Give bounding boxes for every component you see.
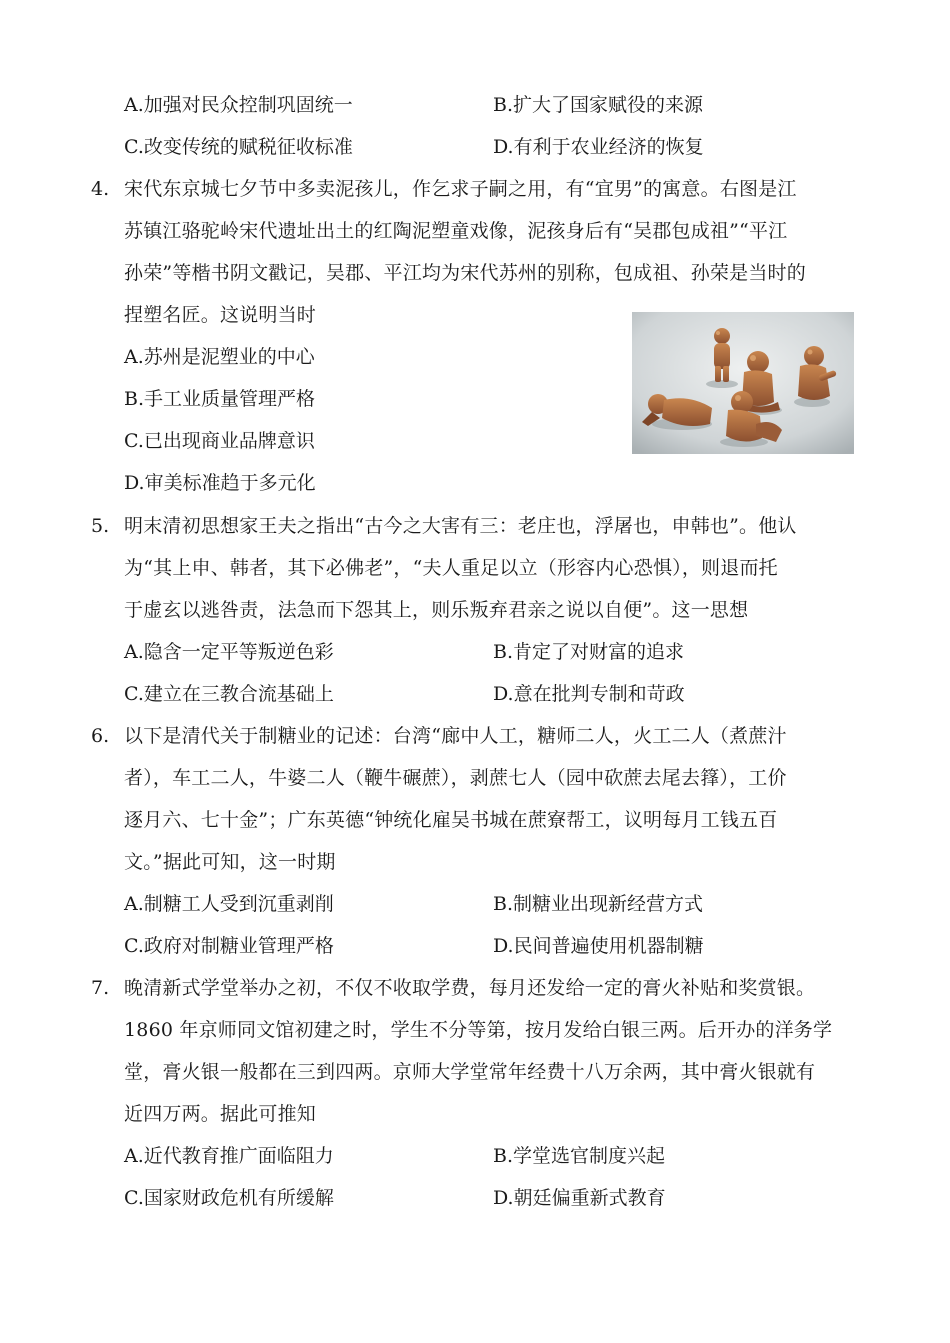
q4-option-c: C.已出现商业品牌意识 xyxy=(124,430,315,452)
q4-stem-line-1: 宋代东京城七夕节中多卖泥孩儿，作乞求子嗣之用，有“宜男”的寓意。右图是江 xyxy=(124,178,797,200)
q7-option-c: C.国家财政危机有所缓解 xyxy=(124,1187,334,1209)
q4-number: 4. xyxy=(91,178,110,200)
q5-option-a: A.隐含一定平等叛逆色彩 xyxy=(124,641,334,663)
q7-number: 7. xyxy=(91,977,110,999)
q5-stem-line-1: 明末清初思想家王夫之指出“古今之大害有三：老庄也，浮屠也，申韩也”。他认 xyxy=(124,515,797,537)
q7-stem-line-2: 1860 年京师同文馆初建之时，学生不分等第，按月发给白银三两。后开办的洋务学 xyxy=(124,1019,833,1041)
q6-option-b: B.制糖业出现新经营方式 xyxy=(493,893,704,915)
q6-number: 6. xyxy=(91,725,110,747)
q4-stem-line-3: 孙荣”等楷书阴文戳记，吴郡、平江均为宋代苏州的别称，包成祖、孙荣是当时的 xyxy=(124,262,806,284)
q3-option-b: B.扩大了国家赋役的来源 xyxy=(493,94,704,116)
q5-option-c: C.建立在三教合流基础上 xyxy=(124,683,334,705)
q4-stem-line-4: 捏塑名匠。这说明当时 xyxy=(124,304,317,326)
clay-figurines-photo xyxy=(632,312,854,454)
q7-stem-line-4: 近四万两。据此可推知 xyxy=(124,1103,317,1125)
q7-stem-line-3: 堂，膏火银一般都在三到四两。京师大学堂常年经费十八万余两，其中膏火银就有 xyxy=(124,1061,816,1083)
q6-option-d: D.民间普遍使用机器制糖 xyxy=(493,935,704,957)
q5-option-b: B.肯定了对财富的追求 xyxy=(493,641,685,663)
q7-stem-line-1: 晚清新式学堂举办之初，不仅不收取学费，每月还发给一定的膏火补贴和奖赏银。 xyxy=(124,977,816,999)
q5-stem-line-3: 于虚玄以逃咎责，法急而下怨其上，则乐叛弃君亲之说以自便”。这一思想 xyxy=(124,599,749,621)
q5-stem-line-2: 为“其上申、韩者，其下必佛老”，“夫人重足以立（形容内心恐惧），则退而托 xyxy=(124,557,778,579)
q7-option-a: A.近代教育推广面临阻力 xyxy=(124,1145,334,1167)
q6-option-c: C.政府对制糖业管理严格 xyxy=(124,935,334,957)
q6-stem-line-3: 逐月六、七十金”；广东英德“钟统化雇吴书城在蔗寮帮工，议明每月工钱五百 xyxy=(124,809,778,831)
q3-option-c: C.改变传统的赋税征收标准 xyxy=(124,136,353,158)
q7-option-d: D.朝廷偏重新式教育 xyxy=(493,1187,666,1209)
q3-option-a: A.加强对民众控制巩固统一 xyxy=(124,94,353,116)
q6-option-a: A.制糖工人受到沉重剥削 xyxy=(124,893,334,915)
q4-option-b: B.手工业质量管理严格 xyxy=(124,388,316,410)
q3-option-d: D.有利于农业经济的恢复 xyxy=(493,136,704,158)
q4-stem-line-2: 苏镇江骆驼岭宋代遗址出土的红陶泥塑童戏像，泥孩身后有“吴郡包成祖”“平江 xyxy=(124,220,788,242)
q6-stem-line-1: 以下是清代关于制糖业的记述：台湾“廊中人工，糖师二人，火工二人（煮蔗汁 xyxy=(124,725,787,747)
q6-stem-line-2: 者），车工二人，牛婆二人（鞭牛碾蔗），剥蔗七人（园中砍蔗去尾去箨），工价 xyxy=(124,767,787,789)
q7-option-b: B.学堂选官制度兴起 xyxy=(493,1145,666,1167)
q4-option-a: A.苏州是泥塑业的中心 xyxy=(124,346,315,368)
q5-option-d: D.意在批判专制和苛政 xyxy=(493,683,685,705)
q4-option-d: D.审美标准趋于多元化 xyxy=(124,472,316,494)
q6-stem-line-4: 文。”据此可知，这一时期 xyxy=(124,851,336,873)
q5-number: 5. xyxy=(91,515,110,537)
